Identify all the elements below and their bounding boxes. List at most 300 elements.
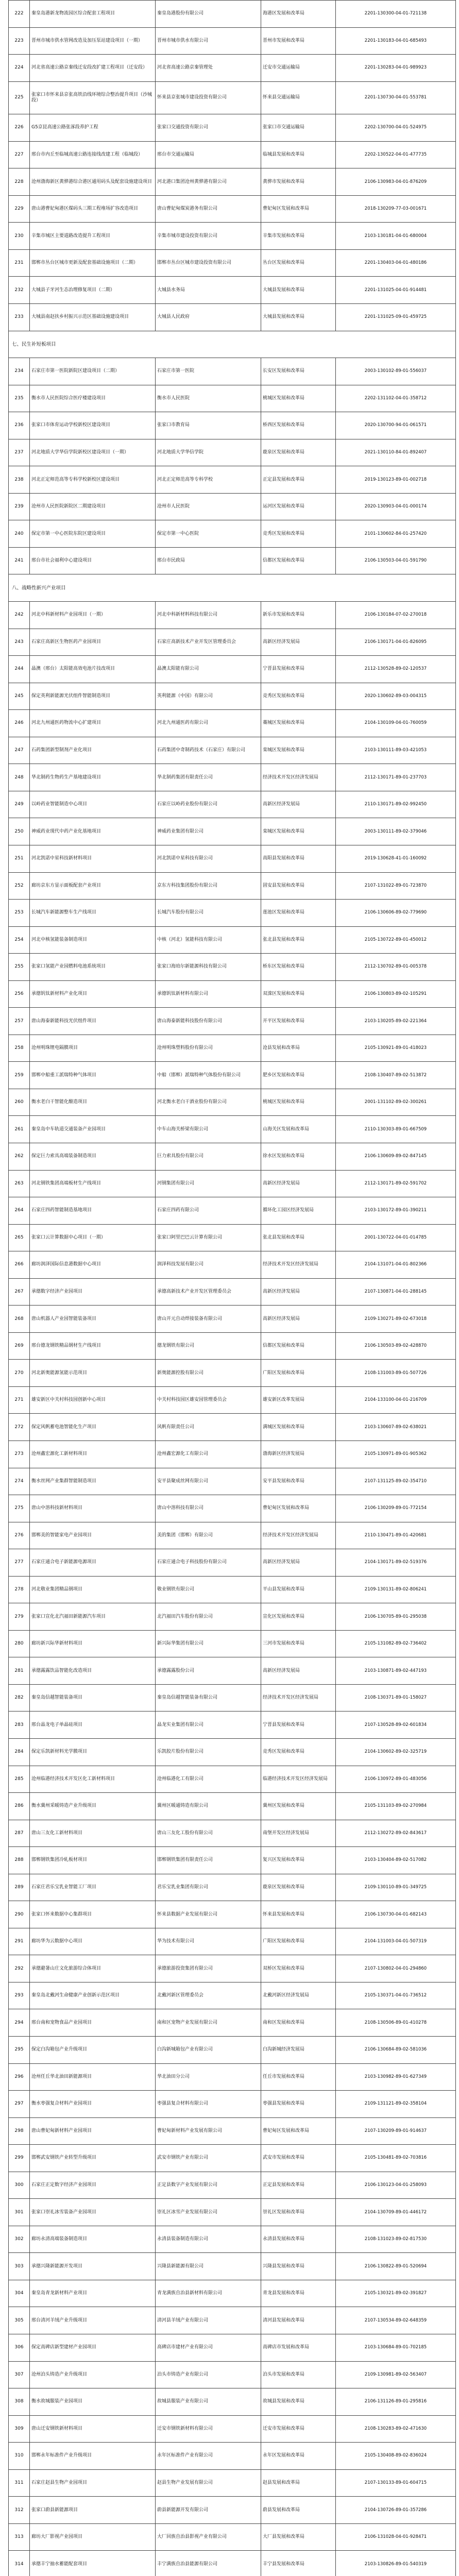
approval-department: 白沟新城经济发展局 xyxy=(261,2037,336,2064)
approval-department: 丰宁县发展和改革局 xyxy=(261,2551,336,2576)
project-code: 2107-131125-89-02-354710 xyxy=(336,1468,456,1495)
responsible-unit: 永年区标准件产业有限公司 xyxy=(156,2443,261,2470)
project-name: 邯郸武安钢铁产业转型升级项目 xyxy=(30,2145,156,2172)
project-name: 衡水丝网产业集群智能制造项目 xyxy=(30,1468,156,1495)
approval-department: 复兴区发展和改革局 xyxy=(261,1847,336,1874)
project-code: 2112-130702-89-01-005378 xyxy=(336,954,456,981)
table-row xyxy=(9,1386,456,1414)
approval-department: 枣强县发展和改革局 xyxy=(261,2091,336,2118)
project-name: 衡水冀州采暖铸造产业升级项目 xyxy=(30,1793,156,1820)
approval-department: 竞秀区发展和改革局 xyxy=(261,683,336,710)
project-name: 河北九州通医药物流中心扩建项目 xyxy=(30,710,156,737)
project-name: 邢台晶龙电子单晶硅项目 xyxy=(30,1711,156,1739)
responsible-unit: 敬业钢铁有限公司 xyxy=(156,1576,261,1603)
approval-department: 泊头市发展和改革局 xyxy=(261,2361,336,2388)
table-row xyxy=(9,2334,456,2362)
project-name: 邢台德龙钢铁精品钢材生产线项目 xyxy=(30,1332,156,1360)
responsible-unit: 张家口市教育局 xyxy=(156,412,261,439)
project-name: 衡水故城服装产业园项目 xyxy=(30,2388,156,2416)
project-name: 承德数字经济产业园项目 xyxy=(30,1278,156,1306)
table-row xyxy=(9,1,456,28)
project-code: 2018-130209-77-03-001671 xyxy=(336,195,456,223)
project-name: 河北正定师范高等专科学校新校区建设项目 xyxy=(30,466,156,494)
project-code: 2019-130628-41-01-160092 xyxy=(336,845,456,872)
row-number: 280 xyxy=(9,1630,30,1657)
table-row xyxy=(9,1874,456,1901)
row-number: 286 xyxy=(9,1793,30,1820)
table-row xyxy=(9,2497,456,2524)
table-row xyxy=(9,358,456,385)
project-code: 2112-130272-89-02-843617 xyxy=(336,1820,456,1847)
project-name: 以岭药业智能制造中心项目 xyxy=(30,791,156,818)
responsible-unit: 赵县生物产业发展有限公司 xyxy=(156,2469,261,2497)
project-name: 秦皇岛北戴河生命健康产业创新示范区项目 xyxy=(30,1982,156,2009)
responsible-unit: 承德钒钛新材料有限公司 xyxy=(156,980,261,1008)
approval-department: 青龙县发展和改革局 xyxy=(261,2280,336,2307)
row-number: 222 xyxy=(9,1,30,28)
responsible-unit: 张家口阿里巴巴云计算有限公司 xyxy=(156,1224,261,1251)
table-row xyxy=(9,1657,456,1685)
approval-department: 桃城区发展和改革局 xyxy=(261,1089,336,1116)
table-row xyxy=(9,1739,456,1766)
row-number: 281 xyxy=(9,1657,30,1685)
project-code: 2201-130403-04-01-480186 xyxy=(336,249,456,277)
responsible-unit: 沧州鑫宏源化工有限公司 xyxy=(156,1440,261,1468)
table-row xyxy=(9,2253,456,2280)
approval-department: 鹿泉区发展和改革局 xyxy=(261,1874,336,1901)
project-name: 张家口氢能产业园燃料电池系统项目 xyxy=(30,954,156,981)
project-code: 2103-130181-04-01-680004 xyxy=(336,223,456,250)
responsible-unit: 河钢集团有限公司 xyxy=(156,1170,261,1197)
project-name: 保定高碑店新型建材产业园项目 xyxy=(30,2334,156,2362)
approval-department: 高新区经济发展局 xyxy=(261,791,336,818)
responsible-unit: 长城汽车股份有限公司 xyxy=(156,900,261,927)
responsible-unit: 石家庄高新技术产业开发区管理委员会 xyxy=(156,629,261,656)
project-code: 2109-130131-89-02-806241 xyxy=(336,1576,456,1603)
responsible-unit: 枣强县复合材料有限公司 xyxy=(156,2091,261,2118)
responsible-unit: 华为技术有限公司 xyxy=(156,1928,261,1955)
project-name: 张家口蔚县新能源项目 xyxy=(30,2497,156,2524)
table-row xyxy=(9,1495,456,1522)
approval-department: 永年区发展和改革局 xyxy=(261,2443,336,2470)
approval-department: 广阳区发展和改革局 xyxy=(261,1360,336,1387)
project-code: 2201-130730-04-01-553781 xyxy=(336,81,456,114)
project-name: 石家庄赵县生物产业园项目 xyxy=(30,2469,156,2497)
approval-department: 新乐市发展和改革局 xyxy=(261,602,336,629)
table-row xyxy=(9,1901,456,1928)
project-code: 2020-130903-04-01-000174 xyxy=(336,493,456,520)
project-code: 2104-130709-89-01-446172 xyxy=(336,2199,456,2226)
approval-department: 莲池区发展和改革局 xyxy=(261,900,336,927)
row-number: 249 xyxy=(9,791,30,818)
table-row xyxy=(9,2551,456,2576)
approval-department: 宣化区发展和改革局 xyxy=(261,1603,336,1631)
project-name: 唐山三友化工新材料项目 xyxy=(30,1820,156,1847)
responsible-unit: 新奥能源控股有限公司 xyxy=(156,1360,261,1387)
approval-department: 南堡开发区经济发展局 xyxy=(261,1820,336,1847)
table-row xyxy=(9,385,456,412)
project-name: 河北地质大学华信学院新校区建设项目（一期） xyxy=(30,439,156,466)
project-code: 2202-130700-04-01-524975 xyxy=(336,114,456,142)
project-name: 保定英利新能源光伏组件智能制造项目 xyxy=(30,683,156,710)
approval-department: 曹妃甸区发展和改革局 xyxy=(261,2117,336,2145)
approval-department: 高新区经济发展局 xyxy=(261,629,336,656)
project-name: 石家庄四药智能制造基地项目 xyxy=(30,1197,156,1225)
responsible-unit: 怀来县京张城市建设投资有限公司 xyxy=(156,81,261,114)
approval-department: 广阳区发展和改革局 xyxy=(261,1928,336,1955)
table-row xyxy=(9,1143,456,1170)
approval-department: 故城县发展和改革局 xyxy=(261,2388,336,2416)
row-number: 256 xyxy=(9,980,30,1008)
responsible-unit: 德龙钢铁有限公司 xyxy=(156,1332,261,1360)
row-number: 230 xyxy=(9,223,30,250)
row-number: 292 xyxy=(9,1955,30,1982)
approval-department: 竞秀区发展和改革局 xyxy=(261,520,336,548)
project-name: 邯郸市丛台区城市更新及配套基础设施项目（二期） xyxy=(30,249,156,277)
table-row xyxy=(9,195,456,223)
project-name: 廊坊华为云数据中心项目 xyxy=(30,1928,156,1955)
responsible-unit: 君乐宝乳业集团有限公司 xyxy=(156,1874,261,1901)
project-code: 2105-130371-04-01-736512 xyxy=(336,1982,456,2009)
responsible-unit: 河北港口集团沧州黄骅港有限公司 xyxy=(156,168,261,196)
project-name: 张家口市体育运动学校新校区建设项目 xyxy=(30,412,156,439)
project-name: 邢台南和宠物食品产业园项目 xyxy=(30,2009,156,2037)
row-number: 285 xyxy=(9,1766,30,1793)
row-number: 253 xyxy=(9,900,30,927)
project-name: 河北敬业集团精品钢项目 xyxy=(30,1576,156,1603)
responsible-unit: 石家庄市第一医院 xyxy=(156,358,261,385)
approval-department: 平山县发展和改革局 xyxy=(261,1576,336,1603)
project-name: 张家口市怀来县京张高铁沿线环境综合整治提升项目（沙城段） xyxy=(30,81,156,114)
table-row xyxy=(9,1278,456,1306)
responsible-unit: 河北省高速公路京秦管理处 xyxy=(156,55,261,82)
row-number: 289 xyxy=(9,1874,30,1901)
project-name: 邢台清河羊绒产业升级项目 xyxy=(30,2307,156,2334)
project-name: 石家庄高新区生物医药产业园项目 xyxy=(30,629,156,656)
project-code: 2104-130602-89-02-325719 xyxy=(336,1739,456,1766)
approval-department: 鹿泉区发展和改革局 xyxy=(261,439,336,466)
approval-department: 经济技术开发区经济发展局 xyxy=(261,1522,336,1549)
table-row xyxy=(9,2037,456,2064)
project-name: 张家口宣化北汽福田新能源汽车项目 xyxy=(30,1603,156,1631)
project-code: 2107-130534-89-02-648359 xyxy=(336,2307,456,2334)
project-code: 2103-130205-89-02-221364 xyxy=(336,1008,456,1035)
responsible-unit: 石药集团中奇制药技术（石家庄）有限公司 xyxy=(156,737,261,764)
row-number: 231 xyxy=(9,249,30,277)
table-row xyxy=(9,1035,456,1062)
project-name: 承德丰宁抽水蓄能配套项目 xyxy=(30,2551,156,2576)
project-code: 2101-130602-84-01-257420 xyxy=(336,520,456,548)
project-name: 廊坊新兴际华新材料项目 xyxy=(30,1630,156,1657)
project-code: 2003-130102-89-01-556037 xyxy=(336,358,456,385)
approval-department: 藁城区发展和改革局 xyxy=(261,710,336,737)
project-code: 2202-131102-04-01-358712 xyxy=(336,385,456,412)
project-code: 2112-130171-89-01-237703 xyxy=(336,764,456,791)
approval-department: 兴隆县发展和改革局 xyxy=(261,2253,336,2280)
approval-department: 高碑店市发展和改革局 xyxy=(261,2334,336,2362)
project-name: 神威药业现代中药产业化基地项目 xyxy=(30,818,156,845)
project-name: 沧州明珠锂电隔膜项目 xyxy=(30,1035,156,1062)
project-name: 廊坊永清高端装备制造项目 xyxy=(30,2226,156,2253)
row-number: 313 xyxy=(9,2523,30,2551)
approval-department: 高阳县发展和改革局 xyxy=(261,845,336,872)
table-row xyxy=(9,629,456,656)
project-name: 衡水老白干智能化酿造项目 xyxy=(30,1089,156,1116)
table-row xyxy=(9,1522,456,1549)
table-row xyxy=(9,1630,456,1657)
project-name: 唐山中溶科技新材料项目 xyxy=(30,1495,156,1522)
table-row xyxy=(9,1008,456,1035)
approval-department: 桥东区发展和改革局 xyxy=(261,954,336,981)
approval-department: 肥乡区发展和改革局 xyxy=(261,1062,336,1089)
project-code: 2021-130110-84-01-892407 xyxy=(336,439,456,466)
responsible-unit: 石家庄四药有限公司 xyxy=(156,1197,261,1225)
project-name: 沧州鑫宏源化工新材料项目 xyxy=(30,1440,156,1468)
approval-department: 雄安新区改革发展局 xyxy=(261,1386,336,1414)
project-code: 2104-133100-04-01-216709 xyxy=(336,1386,456,1414)
approval-department: 宁晋县发展和改革局 xyxy=(261,656,336,683)
project-code: 2103-130607-89-02-638021 xyxy=(336,1414,456,1441)
approval-department: 安平县发展和改革局 xyxy=(261,1468,336,1495)
row-number: 227 xyxy=(9,141,30,168)
project-code: 2103-130826-89-01-540319 xyxy=(336,2551,456,2576)
project-name: 承德避暑山庄文化旅游综合体项目 xyxy=(30,1955,156,1982)
responsible-unit: 北戴河新区管理委员会 xyxy=(156,1982,261,2009)
project-code: 2106-130606-89-02-779690 xyxy=(336,900,456,927)
project-name: 大城县子牙河生态治理修复项目（二期） xyxy=(30,277,156,304)
row-number: 278 xyxy=(9,1576,30,1603)
approval-department: 高新区经济发展局 xyxy=(261,1657,336,1685)
project-code: 2201-131025-04-01-914481 xyxy=(336,277,456,304)
table-row xyxy=(9,1089,456,1116)
table-row xyxy=(9,1251,456,1279)
row-number: 274 xyxy=(9,1468,30,1495)
section-heading: 七、民生补短板项目 xyxy=(9,331,456,358)
approval-department: 高新区经济发展局 xyxy=(261,1278,336,1306)
responsible-unit: 保定市第一中心医院 xyxy=(156,520,261,548)
table-row xyxy=(9,2280,456,2307)
project-code: 2107-130802-04-01-294860 xyxy=(336,1955,456,1982)
responsible-unit: 北汽福田汽车股份有限公司 xyxy=(156,1603,261,1631)
responsible-unit: 唐山开元自动焊接装备有限公司 xyxy=(156,1306,261,1333)
project-name: 沧州临港经济技术开发区化工新材料项目 xyxy=(30,1766,156,1793)
row-number: 282 xyxy=(9,1684,30,1711)
project-name: 唐山港曹妃甸港区煤码头三期工程堆场扩容改造项目 xyxy=(30,195,156,223)
row-number: 225 xyxy=(9,81,30,114)
approval-department: 长安区发展和改革局 xyxy=(261,358,336,385)
project-code: 2106-130609-89-02-847145 xyxy=(336,1143,456,1170)
table-row xyxy=(9,737,456,764)
responsible-unit: 润泽科技发展有限公司 xyxy=(156,1251,261,1279)
table-row xyxy=(9,1684,456,1711)
approval-department: 桥西区发展和改革局 xyxy=(261,412,336,439)
approval-department: 栾城区发展和改革局 xyxy=(261,737,336,764)
responsible-unit: 风帆有限责任公司 xyxy=(156,1414,261,1441)
project-name: 保定风帆蓄电池智能化生产项目 xyxy=(30,1414,156,1441)
project-code: 2103-130404-89-02-517082 xyxy=(336,1847,456,1874)
project-code: 2105-130921-89-01-418023 xyxy=(336,1035,456,1062)
approval-department: 双桥区发展和改革局 xyxy=(261,1955,336,1982)
project-name: 承德钒钛新材料产业化项目 xyxy=(30,980,156,1008)
project-code: 2001-130722-04-01-014785 xyxy=(336,1224,456,1251)
responsible-unit: 正定县数字产业发展有限公司 xyxy=(156,2172,261,2199)
responsible-unit: 大城县人民政府 xyxy=(156,304,261,331)
project-name: 唐山海泰新能科技光伏组件项目 xyxy=(30,1008,156,1035)
responsible-unit: 辛集市城市建设投资有限公司 xyxy=(156,223,261,250)
project-code: 2202-130522-04-01-477735 xyxy=(336,141,456,168)
row-number: 228 xyxy=(9,168,30,196)
project-code: 2108-130283-89-02-471630 xyxy=(336,2415,456,2443)
responsible-unit: 河北中科新材料科技有限公司 xyxy=(156,602,261,629)
project-code: 2020-130700-94-01-061571 xyxy=(336,412,456,439)
table-row xyxy=(9,1549,456,1577)
project-code: 2108-130407-89-02-513872 xyxy=(336,1062,456,1089)
approval-department: 永清县发展和改革局 xyxy=(261,2226,336,2253)
responsible-unit: 邯郸市丛台区城市建设投资有限公司 xyxy=(156,249,261,277)
row-number: 229 xyxy=(9,195,30,223)
table-row xyxy=(9,1116,456,1143)
project-code: 2104-131003-04-01-507319 xyxy=(336,1928,456,1955)
row-number: 272 xyxy=(9,1414,30,1441)
table-row xyxy=(9,27,456,55)
project-code: 2110-130171-89-02-992450 xyxy=(336,791,456,818)
table-row xyxy=(9,114,456,142)
responsible-unit: 衡水市人民医院 xyxy=(156,385,261,412)
project-name: 廊坊润泽国际信息港数据中心项目 xyxy=(30,1251,156,1279)
project-code: 2106-130503-89-02-428870 xyxy=(336,1332,456,1360)
responsible-unit: 美的集团（邯郸）有限公司 xyxy=(156,1522,261,1549)
responsible-unit: 张家口交通投资有限公司 xyxy=(156,114,261,142)
approval-department: 固安县发展和改革局 xyxy=(261,872,336,900)
approval-department: 徐水区发展和改革局 xyxy=(261,1143,336,1170)
row-number: 306 xyxy=(9,2334,30,2362)
table-row xyxy=(9,493,456,520)
responsible-unit: 华北制药集团有限责任公司 xyxy=(156,764,261,791)
row-number: 298 xyxy=(9,2117,30,2145)
project-code: 2106-131126-89-01-295816 xyxy=(336,2388,456,2416)
table-row xyxy=(9,656,456,683)
table-row xyxy=(9,1847,456,1874)
responsible-unit: 巨力索具股份有限公司 xyxy=(156,1143,261,1170)
project-name: 河北凯诺中星科技新材料项目 xyxy=(30,845,156,872)
row-number: 273 xyxy=(9,1440,30,1468)
responsible-unit: 大厂回族自治县影视产业有限公司 xyxy=(156,2523,261,2551)
project-name: 秦皇岛信越智能装备项目 xyxy=(30,1684,156,1711)
table-row xyxy=(9,2226,456,2253)
row-number: 305 xyxy=(9,2307,30,2334)
project-name: 衡水市人民医院综合医疗楼建设项目 xyxy=(30,385,156,412)
approval-department: 张北县发展和改革局 xyxy=(261,1224,336,1251)
project-name: G5京昆高速公路张涿段养护工程 xyxy=(30,114,156,142)
approval-department: 经济技术开发区经济发展局 xyxy=(261,1684,336,1711)
project-code: 2106-130171-04-01-826095 xyxy=(336,629,456,656)
project-name: 晶澳（邢台）太阳能高效电池片技改项目 xyxy=(30,656,156,683)
table-row xyxy=(9,547,456,574)
row-number: 288 xyxy=(9,1847,30,1874)
project-name: 华北制药生物药生产基地建设项目 xyxy=(30,764,156,791)
project-name: 沧州渤海新区黄骅港综合港区通用码头及配套设施建设项目 xyxy=(30,168,156,196)
responsible-unit: 承德露露股份公司 xyxy=(156,1657,261,1685)
row-number: 297 xyxy=(9,2091,30,2118)
row-number: 247 xyxy=(9,737,30,764)
table-row xyxy=(9,439,456,466)
project-code: 2105-130408-89-02-836024 xyxy=(336,2443,456,2470)
table-row xyxy=(9,1955,456,1982)
responsible-unit: 迁安市钢铁新材料有限公司 xyxy=(156,2415,261,2443)
responsible-unit: 南和区宠物产业发展有限公司 xyxy=(156,2009,261,2037)
approval-department: 迁安市交通运输局 xyxy=(261,55,336,82)
responsible-unit: 永清县装备制造有限公司 xyxy=(156,2226,261,2253)
row-number: 245 xyxy=(9,683,30,710)
responsible-unit: 邢台市交通运输局 xyxy=(156,141,261,168)
project-code: 2103-130982-89-01-627349 xyxy=(336,2063,456,2091)
table-row xyxy=(9,2307,456,2334)
responsible-unit: 张家口海珀尔新能源科技有限公司 xyxy=(156,954,261,981)
project-code: 2105-130971-89-01-905362 xyxy=(336,1440,456,1468)
table-row xyxy=(9,791,456,818)
project-name: 石家庄通合电子新能源电源项目 xyxy=(30,1549,156,1577)
row-number: 243 xyxy=(9,629,30,656)
responsible-unit: 秦皇岛信越智能装备有限公司 xyxy=(156,1684,261,1711)
project-code: 2103-130871-89-02-447193 xyxy=(336,1657,456,1685)
project-name: 秦皇岛港新龙物流园区综合配套工程项目 xyxy=(30,1,156,28)
project-code: 2001-131102-89-02-300261 xyxy=(336,1089,456,1116)
responsible-unit: 晶澳太阳能有限公司 xyxy=(156,656,261,683)
table-row xyxy=(9,1306,456,1333)
project-code: 2109-130110-89-01-349725 xyxy=(336,1874,456,1901)
project-code: 2020-130602-89-03-004315 xyxy=(336,683,456,710)
table-row xyxy=(9,520,456,548)
row-number: 299 xyxy=(9,2145,30,2172)
project-table xyxy=(8,0,456,2576)
project-name: 辛集市城区主要道路改造提升工程项目 xyxy=(30,223,156,250)
project-code: 2107-130133-89-01-604715 xyxy=(336,2469,456,2497)
project-name: 河北中科新材料产业园项目（一期） xyxy=(30,602,156,629)
project-name: 保定市第一中心医院东院区建设项目 xyxy=(30,520,156,548)
responsible-unit: 邢台市民政局 xyxy=(156,547,261,574)
row-number: 269 xyxy=(9,1332,30,1360)
project-code: 2105-130481-89-02-703816 xyxy=(336,2145,456,2172)
table-row xyxy=(9,1170,456,1197)
row-number: 300 xyxy=(9,2172,30,2199)
table-row xyxy=(9,683,456,710)
row-number: 310 xyxy=(9,2443,30,2470)
table-row xyxy=(9,818,456,845)
project-name: 邢台市社会福利中心建设项目 xyxy=(30,547,156,574)
project-name: 衡水枣强复合材料产业园项目 xyxy=(30,2091,156,2118)
row-number: 259 xyxy=(9,1062,30,1089)
table-row xyxy=(9,1576,456,1603)
table-row xyxy=(9,223,456,250)
row-number: 224 xyxy=(9,55,30,82)
project-code: 2104-131071-04-01-802366 xyxy=(336,1251,456,1279)
table-row xyxy=(9,249,456,277)
responsible-unit: 唐山海泰新能科技股份有限公司 xyxy=(156,1008,261,1035)
table-row xyxy=(9,2523,456,2551)
table-row xyxy=(9,2443,456,2470)
approval-department: 宁晋县发展和改革局 xyxy=(261,1711,336,1739)
project-code: 2019-130123-89-01-002718 xyxy=(336,466,456,494)
project-code: 2104-130109-04-01-760059 xyxy=(336,710,456,737)
row-number: 258 xyxy=(9,1035,30,1062)
project-name: 邯郸永年标准件产业升级项目 xyxy=(30,2443,156,2470)
table-row xyxy=(9,900,456,927)
table-row xyxy=(9,2145,456,2172)
project-name: 河北新奥能源氢能示范项目 xyxy=(30,1360,156,1387)
row-number: 236 xyxy=(9,412,30,439)
row-number: 251 xyxy=(9,845,30,872)
row-number: 264 xyxy=(9,1197,30,1225)
